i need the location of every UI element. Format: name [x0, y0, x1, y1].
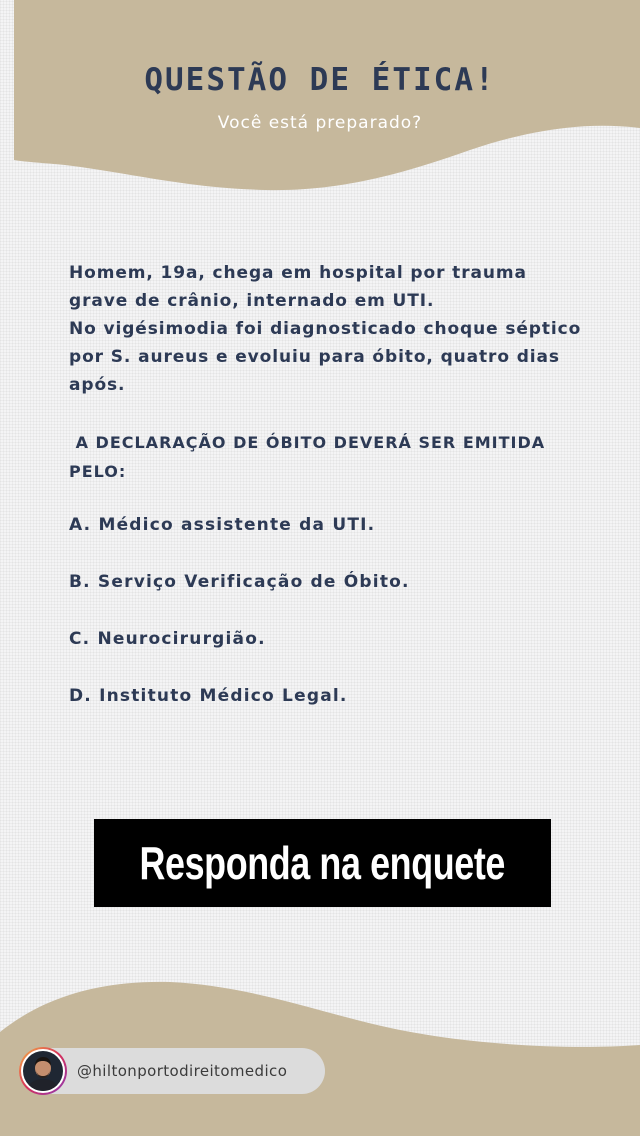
- question-text: [69, 259, 589, 399]
- question-prompt: A DECLARAÇÃO DE ÓBITO DEVERÁ SER EMITIDA PELO:: [69, 433, 552, 481]
- person-icon: [23, 1051, 63, 1091]
- profile-handle[interactable]: @hiltonportodireitomedico: [77, 1062, 288, 1080]
- option-a: A. Médico assistente da UTI.: [69, 515, 376, 535]
- header-wave-background: [0, 0, 640, 200]
- question-line-2: No vigésimodia foi diagnosticado choque séptico por S. aureus e evoluiu para óbito, quatro dias após.: [69, 319, 582, 395]
- page-title: QUESTÃO DE ÉTICA!: [144, 62, 496, 98]
- option-d: D. Instituto Médico Legal.: [69, 686, 348, 706]
- poll-cta-label: Responda na enquete: [139, 837, 506, 889]
- avatar[interactable]: [19, 1047, 67, 1095]
- option-b: B. Serviço Verificação de Óbito.: [69, 572, 410, 592]
- question-line-1: Homem, 19a, chega em hospital por trauma grave de crânio, internado em UTI.: [69, 263, 527, 311]
- option-c: C. Neurocirurgião.: [69, 629, 266, 649]
- page-subtitle: Você está preparado?: [217, 113, 423, 133]
- poll-cta-button[interactable]: [94, 819, 551, 907]
